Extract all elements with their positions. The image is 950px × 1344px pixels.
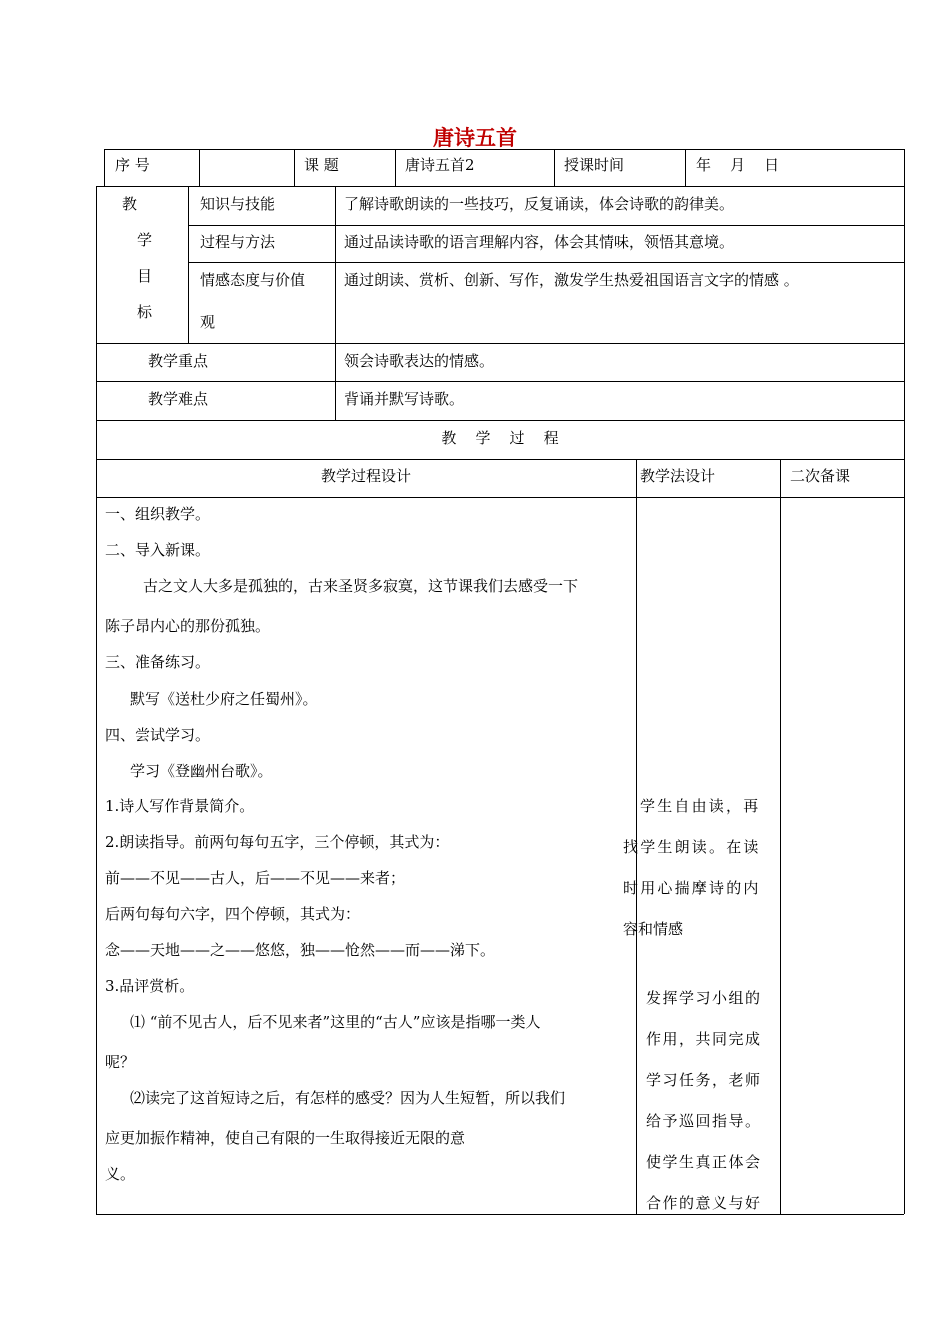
rule — [685, 149, 686, 186]
objective-label-process: 过程与方法 — [200, 233, 276, 251]
objectives-side-label-3: 目 — [137, 267, 153, 285]
process-line: 1.诗人写作背景简介。 — [105, 797, 255, 815]
process-heading: 教 学 过 程 — [441, 429, 559, 447]
method-note-line: 作用，共同完成 — [646, 1030, 762, 1048]
rule — [96, 381, 904, 382]
process-line: 三、准备练习。 — [105, 653, 211, 671]
rule — [780, 459, 781, 1214]
rule — [335, 186, 336, 420]
rule — [904, 149, 905, 1214]
key-point-text: 领会诗歌表达的情感。 — [344, 352, 495, 370]
process-line: 3.品评赏析。 — [105, 977, 195, 995]
rule — [395, 149, 396, 186]
document-title: 唐诗五首 — [433, 126, 517, 150]
method-note-line: 容和情感 — [623, 920, 684, 938]
rule — [96, 497, 904, 498]
rule — [96, 459, 904, 460]
method-note-line: 发挥学习小组的 — [646, 989, 762, 1007]
rule — [96, 420, 904, 421]
seq-label: 序 号 — [115, 156, 150, 174]
process-line: 二、导入新课。 — [105, 541, 211, 559]
objectives-side-label-4: 标 — [137, 303, 153, 321]
column-design: 教学过程设计 — [320, 467, 411, 485]
column-notes: 二次备课 — [790, 467, 851, 485]
rule — [199, 149, 200, 186]
objective-label-knowledge: 知识与技能 — [200, 195, 276, 213]
process-line: 陈子昂内心的那份孤独。 — [105, 617, 271, 635]
objectives-side-label-2: 学 — [137, 231, 153, 249]
method-note-line: 找学生朗读。在读 — [623, 838, 761, 856]
rule — [554, 149, 555, 186]
method-note-line: 使学生真正体会 — [646, 1153, 762, 1171]
time-label: 授课时间 — [564, 156, 625, 174]
process-line: 2.朗读指导。前两句每句五字，三个停顿，其式为： — [105, 833, 450, 851]
key-point-label: 教学重点 — [148, 352, 209, 370]
difficulty-text: 背诵并默写诗歌。 — [344, 390, 465, 408]
topic-label: 课 题 — [304, 156, 339, 174]
rule — [188, 225, 904, 226]
objective-text-emotion: 通过朗读、赏析、创新、写作，激发学生热爱祖国语言文字的情感 。 — [344, 271, 799, 289]
process-line: 一、组织教学。 — [105, 505, 211, 523]
topic-value: 唐诗五首2 — [405, 156, 475, 174]
method-note-line: 给予巡回指导。 — [646, 1112, 762, 1130]
rule — [188, 186, 189, 343]
method-note-line: 学生自由读，再 — [640, 797, 761, 815]
objective-label-emotion: 情感态度与价值 — [200, 271, 306, 289]
process-line: ⑴ “前不见古人，后不见来者”这里的“古人”应该是指哪一类人 — [130, 1013, 541, 1031]
objective-label-emotion-cont: 观 — [200, 313, 216, 331]
process-line: 默写《送杜少府之任蜀州》。 — [130, 690, 318, 708]
process-line: ⑵读完了这首短诗之后，有怎样的感受？因为人生短暂，所以我们 — [130, 1089, 566, 1107]
rule — [104, 149, 105, 186]
rule — [104, 149, 904, 150]
process-line: 义。 — [105, 1165, 136, 1183]
rule — [96, 1214, 904, 1215]
date-label: 年 月 日 — [696, 156, 780, 174]
process-line: 应更加振作精神，使自己有限的一生取得接近无限的意 — [105, 1129, 466, 1147]
rule — [96, 186, 904, 187]
rule — [96, 186, 97, 1214]
process-line: 学习《登幽州台歌》。 — [130, 762, 273, 780]
process-line: 呢？ — [105, 1053, 136, 1071]
objective-text-process: 通过品读诗歌的语言理解内容，体会其情味，领悟其意境。 — [344, 233, 735, 251]
method-note-line: 时用心揣摩诗的内 — [623, 879, 761, 897]
process-line: 前——不见——古人，后——不见——来者； — [105, 869, 406, 887]
process-line: 后两句每句六字，四个停顿，其式为： — [105, 905, 361, 923]
difficulty-label: 教学难点 — [148, 390, 209, 408]
objectives-side-label-1: 教 — [122, 195, 138, 213]
objective-text-knowledge: 了解诗歌朗读的一些技巧，反复诵读，体会诗歌的韵律美。 — [344, 195, 735, 213]
method-note-line: 合作的意义与好 — [646, 1194, 762, 1212]
process-line: 四、尝试学习。 — [105, 726, 211, 744]
rule — [188, 262, 904, 263]
rule — [96, 343, 904, 344]
rule — [294, 149, 295, 186]
column-method: 教学法设计 — [640, 467, 716, 485]
method-note-line: 学习任务，老师 — [646, 1071, 762, 1089]
process-line: 古之文人大多是孤独的，古来圣贤多寂寞，这节课我们去感受一下 — [143, 577, 579, 595]
process-line: 念——天地——之——悠悠，独——怆然——而——涕下。 — [105, 941, 496, 959]
